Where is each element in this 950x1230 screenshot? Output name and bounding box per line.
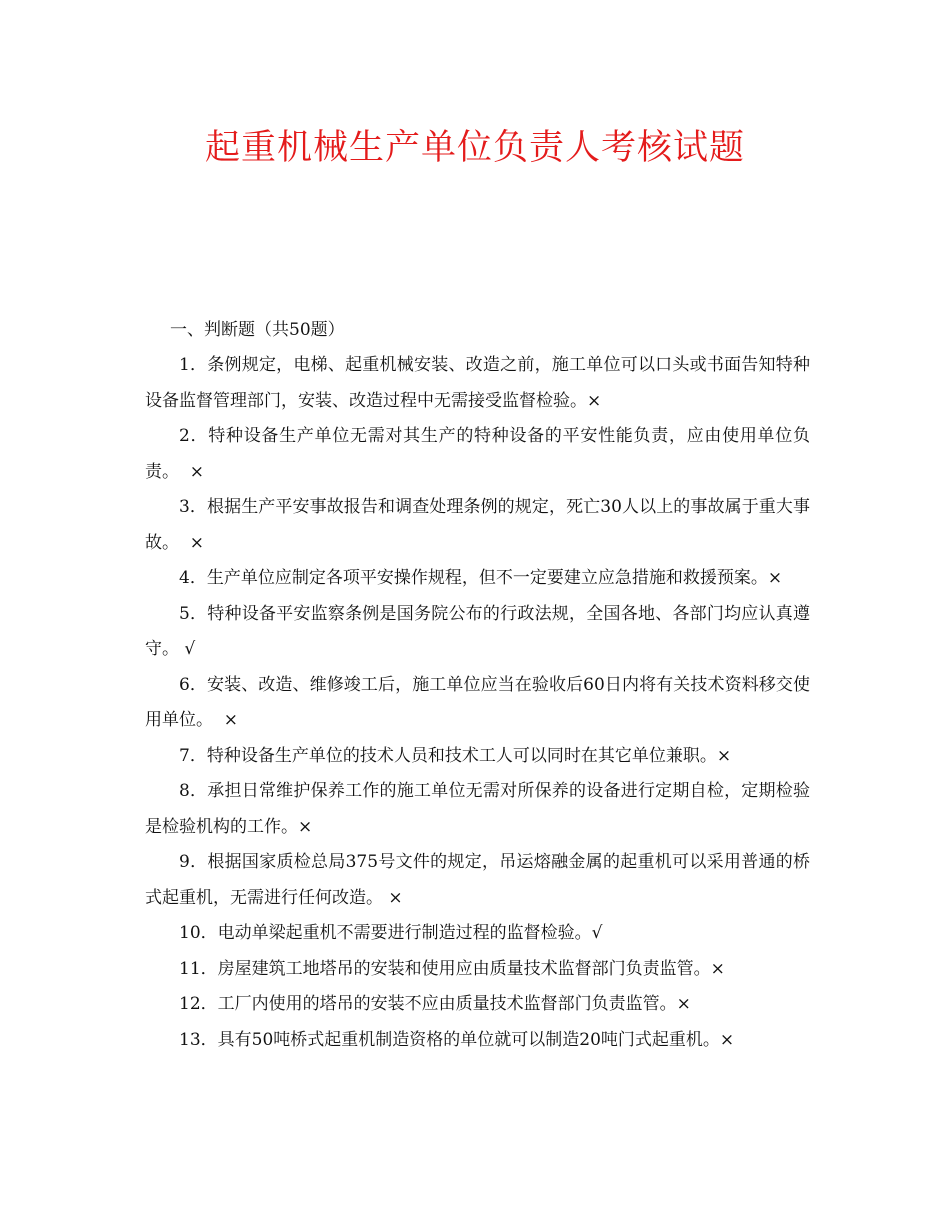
question-text: 7．特种设备生产单位的技术人员和技术工人可以同时在其它单位兼职。 xyxy=(179,745,717,766)
question-text: 1．条例规定，电梯、起重机械安装、改造之前，施工单位可以口头或书面告知特种设备监督管理部门，安装、改造过程中无需接受监督检验。 xyxy=(145,355,810,411)
question-answer-mark: × xyxy=(213,710,239,730)
question-text: 2．特种设备生产单位无需对其生产的特种设备的平安性能负责，应由使用单位负责。 xyxy=(145,426,810,482)
question-text: 9．根据国家质检总局375号文件的规定，吊运熔融金属的起重机可以采用普通的桥式起重机，无需进行任何改造。 xyxy=(145,852,810,908)
question-item xyxy=(145,952,810,988)
question-item xyxy=(145,668,810,739)
question-item xyxy=(145,348,810,419)
question-answer-mark: × xyxy=(676,994,691,1014)
question-item xyxy=(145,561,810,597)
document-body xyxy=(145,313,810,1058)
question-answer-mark: √ xyxy=(591,923,603,943)
question-text: 12．工厂内使用的塔吊的安装不应由质量技术监督部门负责监管。 xyxy=(179,994,677,1014)
question-text: 3．根据生产平安事故报告和调查处理条例的规定，死亡30人以上的事故属于重大事故。 xyxy=(145,497,810,553)
question-item xyxy=(145,597,810,668)
question-text: 8．承担日常维护保养工作的施工单位无需对所保养的设备进行定期自检，定期检验是检验机构的工作。 xyxy=(145,781,810,837)
question-item xyxy=(145,774,810,845)
question-item xyxy=(145,739,810,775)
question-answer-mark: × xyxy=(710,958,725,979)
question-answer-mark: × xyxy=(298,816,313,837)
question-text: 11．房屋建筑工地塔吊的安装和使用应由质量技术监督部门负责监管。 xyxy=(179,958,711,979)
document-title: 起重机械生产单位负责人考核试题 xyxy=(204,128,745,168)
question-text: 4．生产单位应制定各项平安操作规程，但不一定要建立应急措施和救援预案。 xyxy=(179,568,768,588)
question-answer-mark: × xyxy=(383,887,403,908)
question-answer-mark: √ xyxy=(179,639,196,659)
question-item xyxy=(145,1023,810,1059)
question-answer-mark: × xyxy=(179,532,205,553)
question-answer-mark: × xyxy=(716,745,732,766)
question-answer-mark: × xyxy=(179,461,205,482)
question-item xyxy=(145,987,810,1023)
question-item xyxy=(145,845,810,916)
question-item xyxy=(145,419,810,490)
question-answer-mark: × xyxy=(767,568,783,588)
question-text: 13．具有50吨桥式起重机制造资格的单位就可以制造20吨门式起重机。 xyxy=(179,1029,720,1050)
question-text: 5．特种设备平安监察条例是国务院公布的行政法规，全国各地、各部门均应认真遵守。 xyxy=(145,603,810,659)
question-text: 6．安装、改造、维修竣工后，施工单位应当在验收后60日内将有关技术资料移交使用单位。 xyxy=(145,674,810,730)
section-heading: 一、判断题（共50题） xyxy=(170,320,345,340)
question-item xyxy=(145,916,810,952)
question-list xyxy=(145,348,810,1058)
question-answer-mark: × xyxy=(719,1029,735,1050)
question-text: 10．电动单梁起重机不需要进行制造过程的监督检验。 xyxy=(179,923,592,943)
question-item xyxy=(145,490,810,561)
question-answer-mark: × xyxy=(587,390,602,411)
